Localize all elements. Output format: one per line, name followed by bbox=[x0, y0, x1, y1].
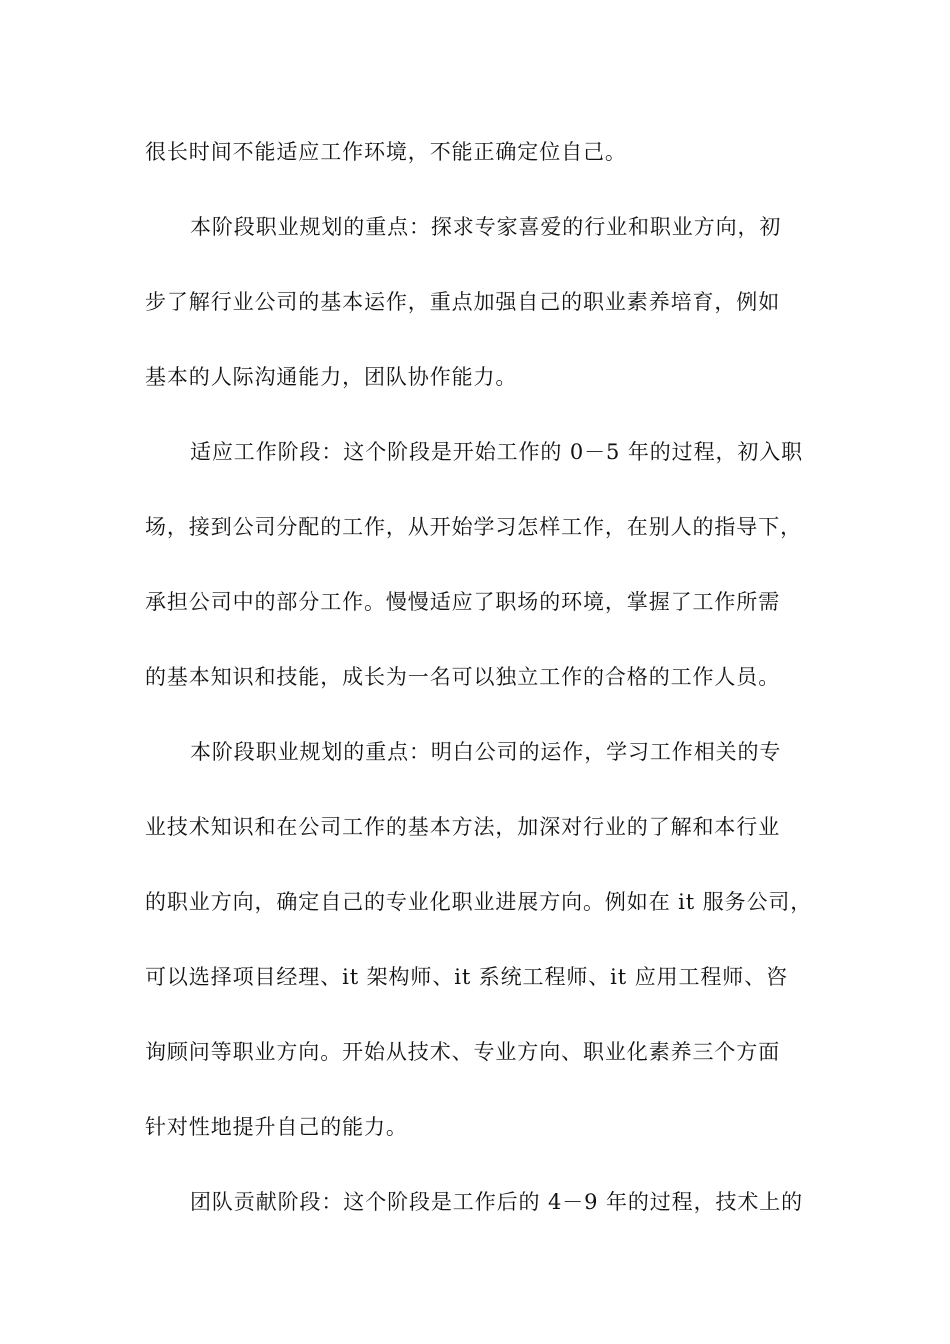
text-line: 的职业方向，确定自己的专业化职业进展方向。例如在 it 服务公司， bbox=[145, 890, 813, 914]
paragraph-first-line: 团队贡献阶段：这个阶段是工作后的 4－9 年的过程，技术上的 bbox=[190, 1190, 804, 1214]
text-line: 询顾问等职业方向。开始从技术、专业方向、职业化素养三个方面 bbox=[145, 1040, 781, 1064]
text-line: 场，接到公司分配的工作，从开始学习怎样工作，在别人的指导下， bbox=[145, 515, 802, 539]
paragraph-first-line: 本阶段职业规划的重点：探求专家喜爱的行业和职业方向，初 bbox=[190, 215, 782, 239]
text-line: 业技术知识和在公司工作的基本方法，加深对行业的了解和本行业 bbox=[145, 815, 781, 839]
paragraph-first-line: 适应工作阶段：这个阶段是开始工作的 0－5 年的过程，初入职 bbox=[190, 440, 804, 464]
text-line: 承担公司中的部分工作。慢慢适应了职场的环境，掌握了工作所需 bbox=[145, 590, 781, 614]
text-line: 的基本知识和技能，成长为一名可以独立工作的合格的工作人员。 bbox=[145, 665, 781, 689]
text-line: 基本的人际沟通能力，团队协作能力。 bbox=[145, 365, 518, 389]
text-line: 步了解行业公司的基本运作，重点加强自己的职业素养培育，例如 bbox=[145, 290, 781, 314]
paragraph-first-line: 本阶段职业规划的重点：明白公司的运作，学习工作相关的专 bbox=[190, 740, 782, 764]
text-line: 针对性地提升自己的能力。 bbox=[145, 1115, 408, 1139]
text-line: 很长时间不能适应工作环境，不能正确定位自己。 bbox=[145, 140, 627, 164]
text-line: 可以选择项目经理、it 架构师、it 系统工程师、it 应用工程师、咨 bbox=[145, 965, 788, 989]
